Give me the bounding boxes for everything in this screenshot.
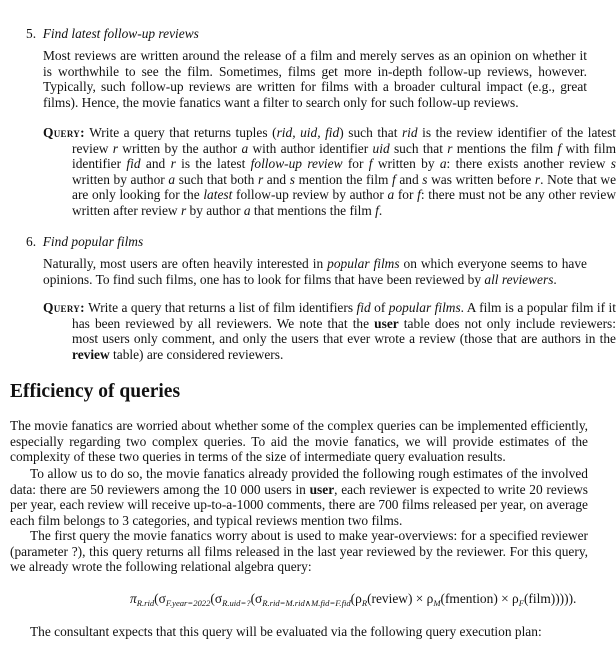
item-5-title: Find latest follow-up reviews bbox=[42, 26, 199, 41]
item-6-heading bbox=[26, 234, 143, 250]
section-title: Efficiency of queries bbox=[10, 381, 181, 402]
item-6-query: Query: Write a query that returns a list of film identifiers fid of popular films. A film is a popular film if it has been reviewed by all reviewers. We note that the user table does not only include reviewers: most users only comment, and only the users that ever wrote a review (those that are authors in the review table) are considered reviewers. bbox=[43, 300, 616, 362]
query-label: Query: bbox=[43, 125, 85, 140]
item-5-heading bbox=[26, 26, 199, 42]
body-paragraph-4: The consultant expects that this query will be evaluated via the following query execution plan: bbox=[30, 624, 542, 639]
body-paragraph-3: The first query the movie fanatics worry about is used to make year-overviews: for a specified reviewer (parameter ?), this query returns all films released in the last year reviewed by the reviewer. For this query, we already wrote the following relational algebra query: bbox=[10, 528, 588, 575]
query-label: Query: bbox=[43, 300, 85, 315]
item-6-paragraph: Naturally, most users are often heavily interested in popular films on which everyone seems to have opinions. To find such films, one has to look for films that have been reviewed by all reviewers. bbox=[43, 256, 587, 287]
item-5-number: 5. bbox=[26, 26, 37, 41]
item-6-title: Find popular films bbox=[42, 234, 144, 249]
item-6-number: 6. bbox=[26, 234, 37, 249]
item-5-query: Query: Write a query that returns tuples (rid, uid, fid) such that rid is the review identifier of the latest review r written by the author a with author identifier uid such that r mentions the film f with film identifier fid and r is the latest follow-up review for f written by a: there exists another review s written by author a such that both r and s mention the film f and s was written before r. Note that we are only looking for the latest follow-up review by author a for f: there must not be any other review written after review r by author a that mentions the film f. bbox=[43, 125, 616, 218]
body-paragraph-2: To allow us to do so, the movie fanatics already provided the following rough estimates of the involved data: there are 50 reviewers among the 10 000 users in user, each reviewer is expected to write 20 reviews per year, each review will receive up-to-a-1000 comments, there are 700 films released per year, on average each film belongs to 3 categories, and typical reviews mention two films. bbox=[10, 466, 588, 528]
relational-algebra-formula: $\pi_{R.rid}(\sigma_{F.year=2022}(\sigma_{R.uid=?}(\sigma_{R.rid=M.rid\wedge M.fid=F.fid}(\rho_R(review)$ × $\rho_M(fmention)$ × $\rho_F(film)$)))). bbox=[130, 591, 577, 608]
item-5-paragraph: Most reviews are written around the release of a film and merely serves as an opinion on whether it is worthwhile to see the film. Sometimes, films get more in-depth follow-up reviews, however. Typically, such follow-up reviews are written for films with a broader cultural impact (e.g., great films). Hence, the movie fanatics want a filter to search only for such follow-up reviews. bbox=[43, 48, 587, 110]
body-paragraph-1: The movie fanatics are worried about whether some of the complex queries can be implemented efficiently, especially regarding two complex queries. To aid the movie fanatics, we will provide estimates of the complexity of these two queries in terms of the size of intermediate query evaluation results. bbox=[10, 418, 588, 465]
